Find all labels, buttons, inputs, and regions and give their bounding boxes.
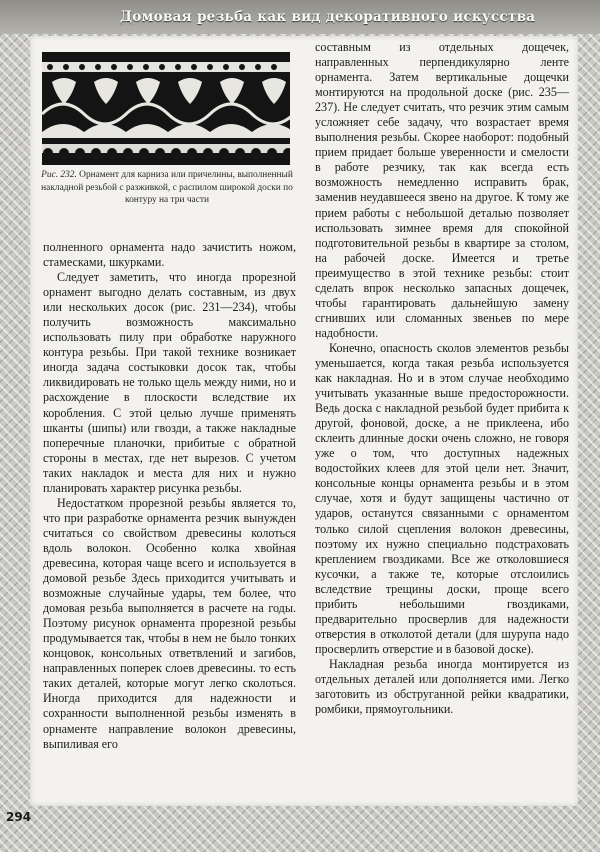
header-band <box>0 0 600 34</box>
paragraph: Конечно, опасность сколов элементов резьбы уменьшается, когда такая резьба используется как накладная. Но и в этом случае необходимо учитывать указанные выше предосторожности. Ведь доска с накладной резьбой будет прибита к другой, фоновой, доске, а не приклеена, ибо склеить длинные доски очень сложно, не говоря уже о том, что доступных надежных водостойких клеев для этой цели нет. Значит, консольные концы орнамента резьбы и в этом случае, хотя и будут защищены частично от ударов, останутся связанными с орнаментом только силой сцепления волокон древесины, поэтому их нужно специально подстраховать креплением гвоздиками. Все же отколовшиеся кусочки, а также те, которые отслоились вследствие трещины доски, проще всего прибить небольшими гвоздиками, предварительно просверлив для надежности отверстия в отколотой детали (для шурупа надо просверлить отверстие и в базовой доске). <box>315 340 569 656</box>
page-number: 294 <box>6 810 32 824</box>
caption-text: Орнамент для карниза или причелины, выполненный накладной резьбой с разживкой, с распилом широкой доски по контуру на три части <box>41 170 293 206</box>
left-column-upper <box>43 240 296 752</box>
paragraph: составным из отдельных дощечек, направленных перпендикулярно ленте орнамента. Затем вертикальные дощечки монтируются на продольной доске (рис. 235—237). Не следует считать, что резчик этим самым усложняет себе задачу, что возрастает время выполнения резьбы. Скорее наоборот: подобный прием придает больше уверенности и смелости в работе резчику, так как всегда есть возможность немедленно исправить брак, заменив неудавшееся звено на другое. К тому же прием работы с небольшой деталью позволяет использовать зимнее время для спокойной подготовительной резьбы в квартире за столом, на рабочей доске. Имеется и третье преимущество в этой технике резьбы: стоит сделать впрок несколько запасных дощечек, чтобы гарантировать дальнейшую замену сгнивших или сломанных звеньев по мере надобности. <box>315 40 569 340</box>
ornament-drawing <box>42 52 290 165</box>
figure-caption <box>40 169 294 207</box>
running-title: Домовая резьба как вид декоративного искусства <box>120 9 536 25</box>
right-column <box>315 40 569 717</box>
carved-ornament-image <box>42 52 290 165</box>
paragraph: полненного орнамента надо зачистить ножом, стамесками, шкурками. <box>43 240 296 270</box>
paragraph: Недостатком прорезной резьбы является то, что при разработке орнамента резчик вынужден считаться со свойством древесины колоться вдоль волокон. Особенно колка хвойная древесина, которая чаще всего и используется в домовой резьбе Здесь приходится учитывать и возможные случайные удары, тем более, что домовая резьба выполняется в расчете на годы. Поэтому рисунок орнамента прорезной резьбы продумывается так, чтобы в нем не было тонких концовок, консольных ответвлений и загибов, направленных поперек слоев древесины. то есть таких деталей, которые могут легко сколоться. Иногда приходится для надежности и сохранности выполненной резьбы изменять в орнаменте направление волокон древесины, выпиливая его <box>43 495 296 751</box>
paragraph: Накладная резьба иногда монтируется из отдельных деталей или дополняется ими. Легко заготовить из обструганной рейки квадратики, ромбики, прямоугольники. <box>315 656 569 717</box>
caption-label: Рис. 232. <box>41 170 77 180</box>
paragraph: Следует заметить, что иногда прорезной орнамент выгодно делать составным, из двух или нескольких досок (рис. 231—234), чтобы получить возможность максимально использовать пилу при обработке наружного контура резьбы. При такой технике возникает иногда задача состыковки досок так, чтобы ликвидировать не только щель между ними, но и расхождение в плоскости вследствие их коробления. С этой целью лучше применять шканты (шипы) или гвозди, а также накладные поперечные планочки, прибитые с обратной стороны в местах, где нет вырезов. С учетом таких накладок и места для них и нужно планировать характер рисунка резьбы. <box>43 270 296 495</box>
